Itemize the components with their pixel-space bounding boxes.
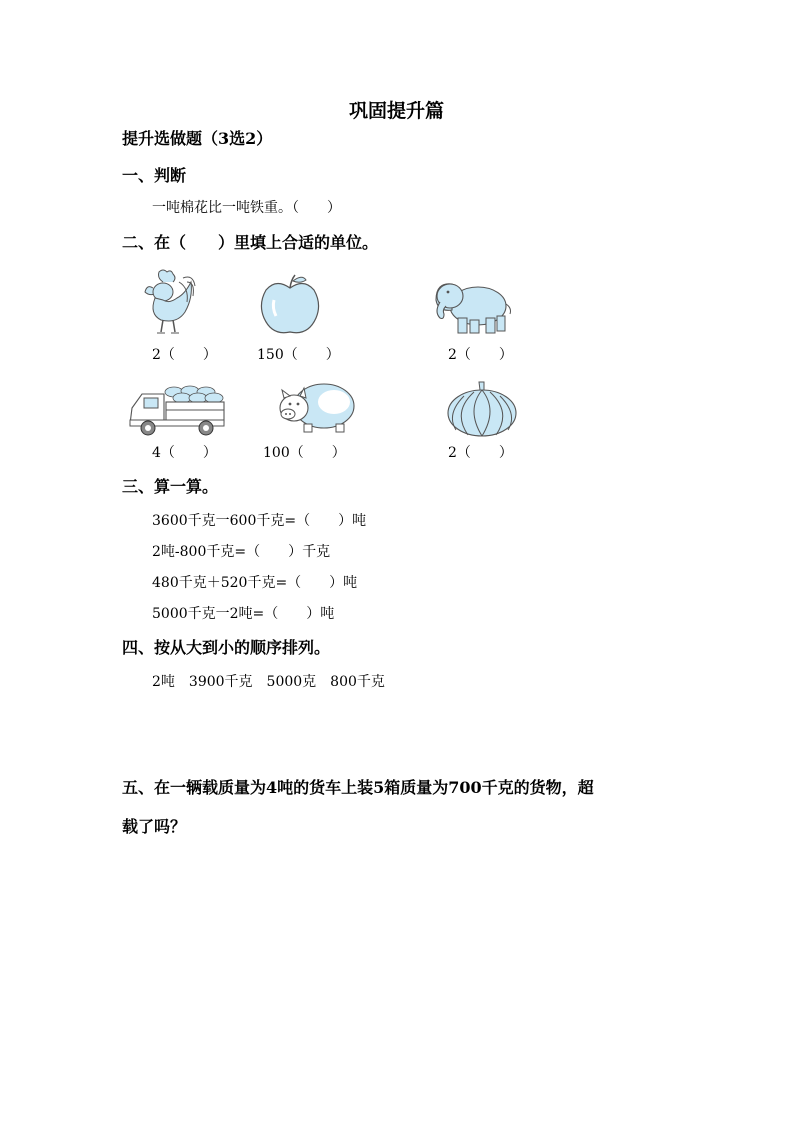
apple-icon <box>258 272 322 338</box>
subtitle: 提升选做题（3选2） <box>122 129 273 148</box>
section-3-heading: 三、算一算。 <box>122 477 219 496</box>
section-5-line-1: 五、在一辆载质量为4吨的货车上装5箱质量为700千克的货物，超 <box>122 778 594 797</box>
section-4-heading: 四、按从大到小的顺序排列。 <box>122 638 331 657</box>
elephant-icon <box>430 278 514 336</box>
truck-icon <box>128 380 228 440</box>
sort-items: 2吨 3900千克 5000克 800千克 <box>152 674 385 690</box>
page-title: 巩固提升篇 <box>348 100 444 122</box>
calc-item: 3600千克一600千克=（ ）吨 <box>152 513 367 529</box>
rooster-icon <box>133 268 197 336</box>
answer-label: 4（ ） <box>152 445 217 461</box>
answer-label: 2（ ） <box>448 445 513 461</box>
answer-label: 2（ ） <box>448 347 513 363</box>
calc-item: 5000千克一2吨=（ ）吨 <box>152 606 335 622</box>
section-5-line-2: 载了吗？ <box>122 817 187 836</box>
pumpkin-icon <box>444 380 520 438</box>
section-2-heading: 二、在（ ）里填上合适的单位。 <box>122 233 379 252</box>
pig-icon <box>274 376 358 438</box>
section-1-question: 一吨棉花比一吨铁重。（ ） <box>152 200 341 216</box>
section-1-heading: 一、判断 <box>122 166 187 185</box>
answer-label: 150（ ） <box>257 347 340 363</box>
calc-item: 480千克＋520千克=（ ）吨 <box>152 575 358 591</box>
answer-label: 2（ ） <box>152 347 217 363</box>
answer-label: 100（ ） <box>263 445 346 461</box>
calc-item: 2吨-800千克=（ ）千克 <box>152 544 331 560</box>
